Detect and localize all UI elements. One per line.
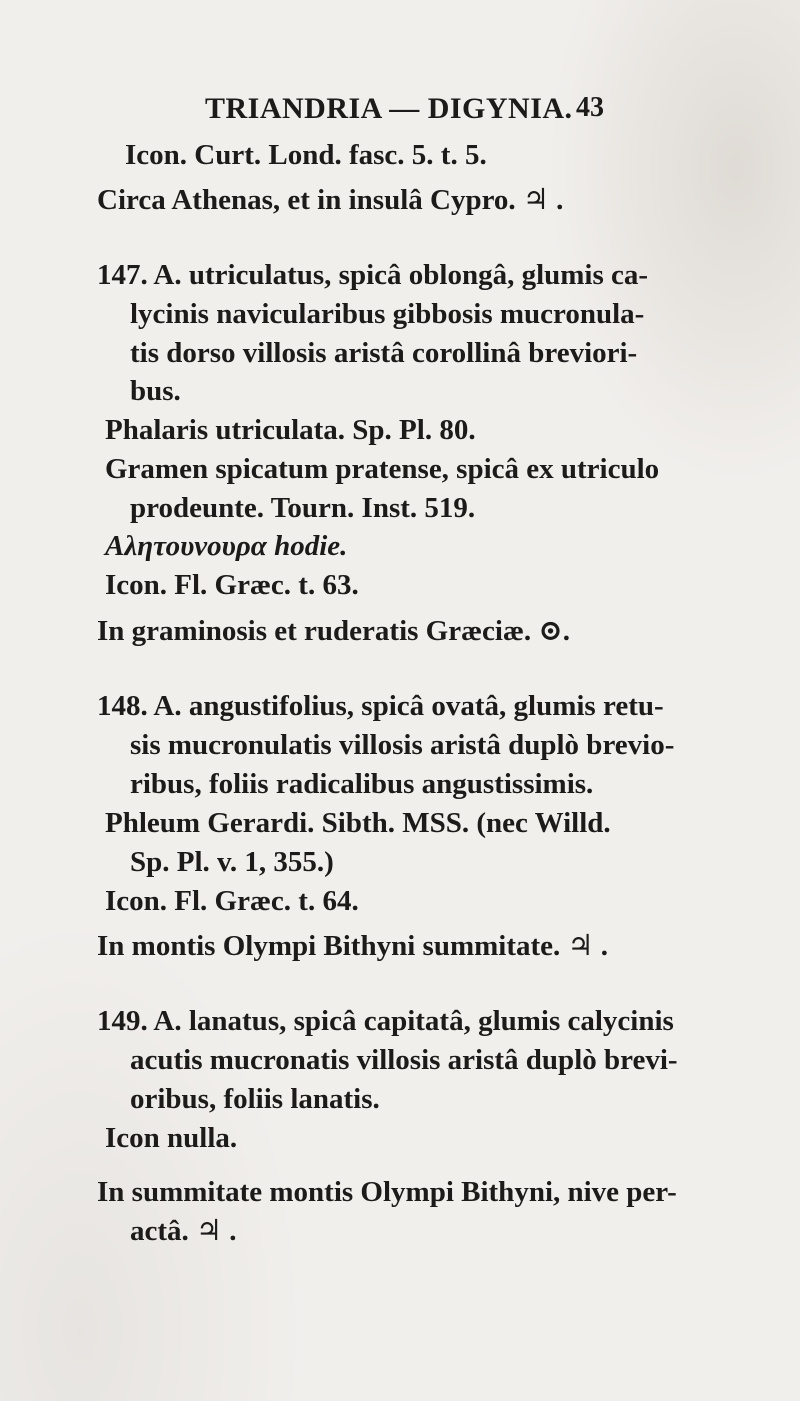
text-line: Icon. Fl. Græc. t. 64. <box>105 885 359 917</box>
text-line: lycinis navicularibus gibbosis mucronula- <box>130 298 645 330</box>
text-line: bus. <box>130 375 181 407</box>
entry-149-line: 149. A. lanatus, spicâ capitatâ, glumis calycinis <box>97 1005 674 1037</box>
entry-148-line: 148. A. angustifolius, spicâ ovatâ, glumis retu- <box>97 690 664 722</box>
text-line: Icon. Curt. Lond. fasc. 5. t. 5. <box>125 139 487 171</box>
text-line: oribus, foliis lanatis. <box>130 1083 380 1115</box>
text-line: Circa Athenas, et in insulâ Cypro. ♃ . <box>97 184 564 216</box>
text-line: Phleum Gerardi. Sibth. MSS. (nec Willd. <box>105 807 611 839</box>
greek-text-line: Αλητουνουρα hodie. <box>105 530 348 562</box>
text-line: sis mucronulatis villosis aristâ duplò brevio- <box>130 729 675 761</box>
text-line: Icon nulla. <box>105 1122 238 1154</box>
text-line: Icon. Fl. Græc. t. 63. <box>105 569 359 601</box>
text-line: In summitate montis Olympi Bithyni, nive per- <box>97 1176 677 1208</box>
text-line: Phalaris utriculata. Sp. Pl. 80. <box>105 414 476 446</box>
text-line: In montis Olympi Bithyni summitate. ♃ . <box>97 930 608 962</box>
running-header: TRIANDRIA — DIGYNIA. <box>205 92 573 125</box>
text-line: acutis mucronatis villosis aristâ duplò brevi- <box>130 1044 678 1076</box>
text-line: prodeunte. Tourn. Inst. 519. <box>130 492 476 524</box>
text-line: Sp. Pl. v. 1, 355.) <box>130 846 334 878</box>
text-line: In graminosis et ruderatis Græciæ. ⊙. <box>97 615 570 647</box>
page-number: 43 <box>576 92 604 123</box>
text-line: tis dorso villosis aristâ corollinâ breviori- <box>130 337 638 369</box>
text-line: actâ. ♃ . <box>130 1215 237 1247</box>
text-line: Gramen spicatum pratense, spicâ ex utriculo <box>105 453 660 485</box>
entry-147-line: 147. A. utriculatus, spicâ oblongâ, glumis ca- <box>97 259 649 291</box>
text-line: ribus, foliis radicalibus angustissimis. <box>130 768 594 800</box>
